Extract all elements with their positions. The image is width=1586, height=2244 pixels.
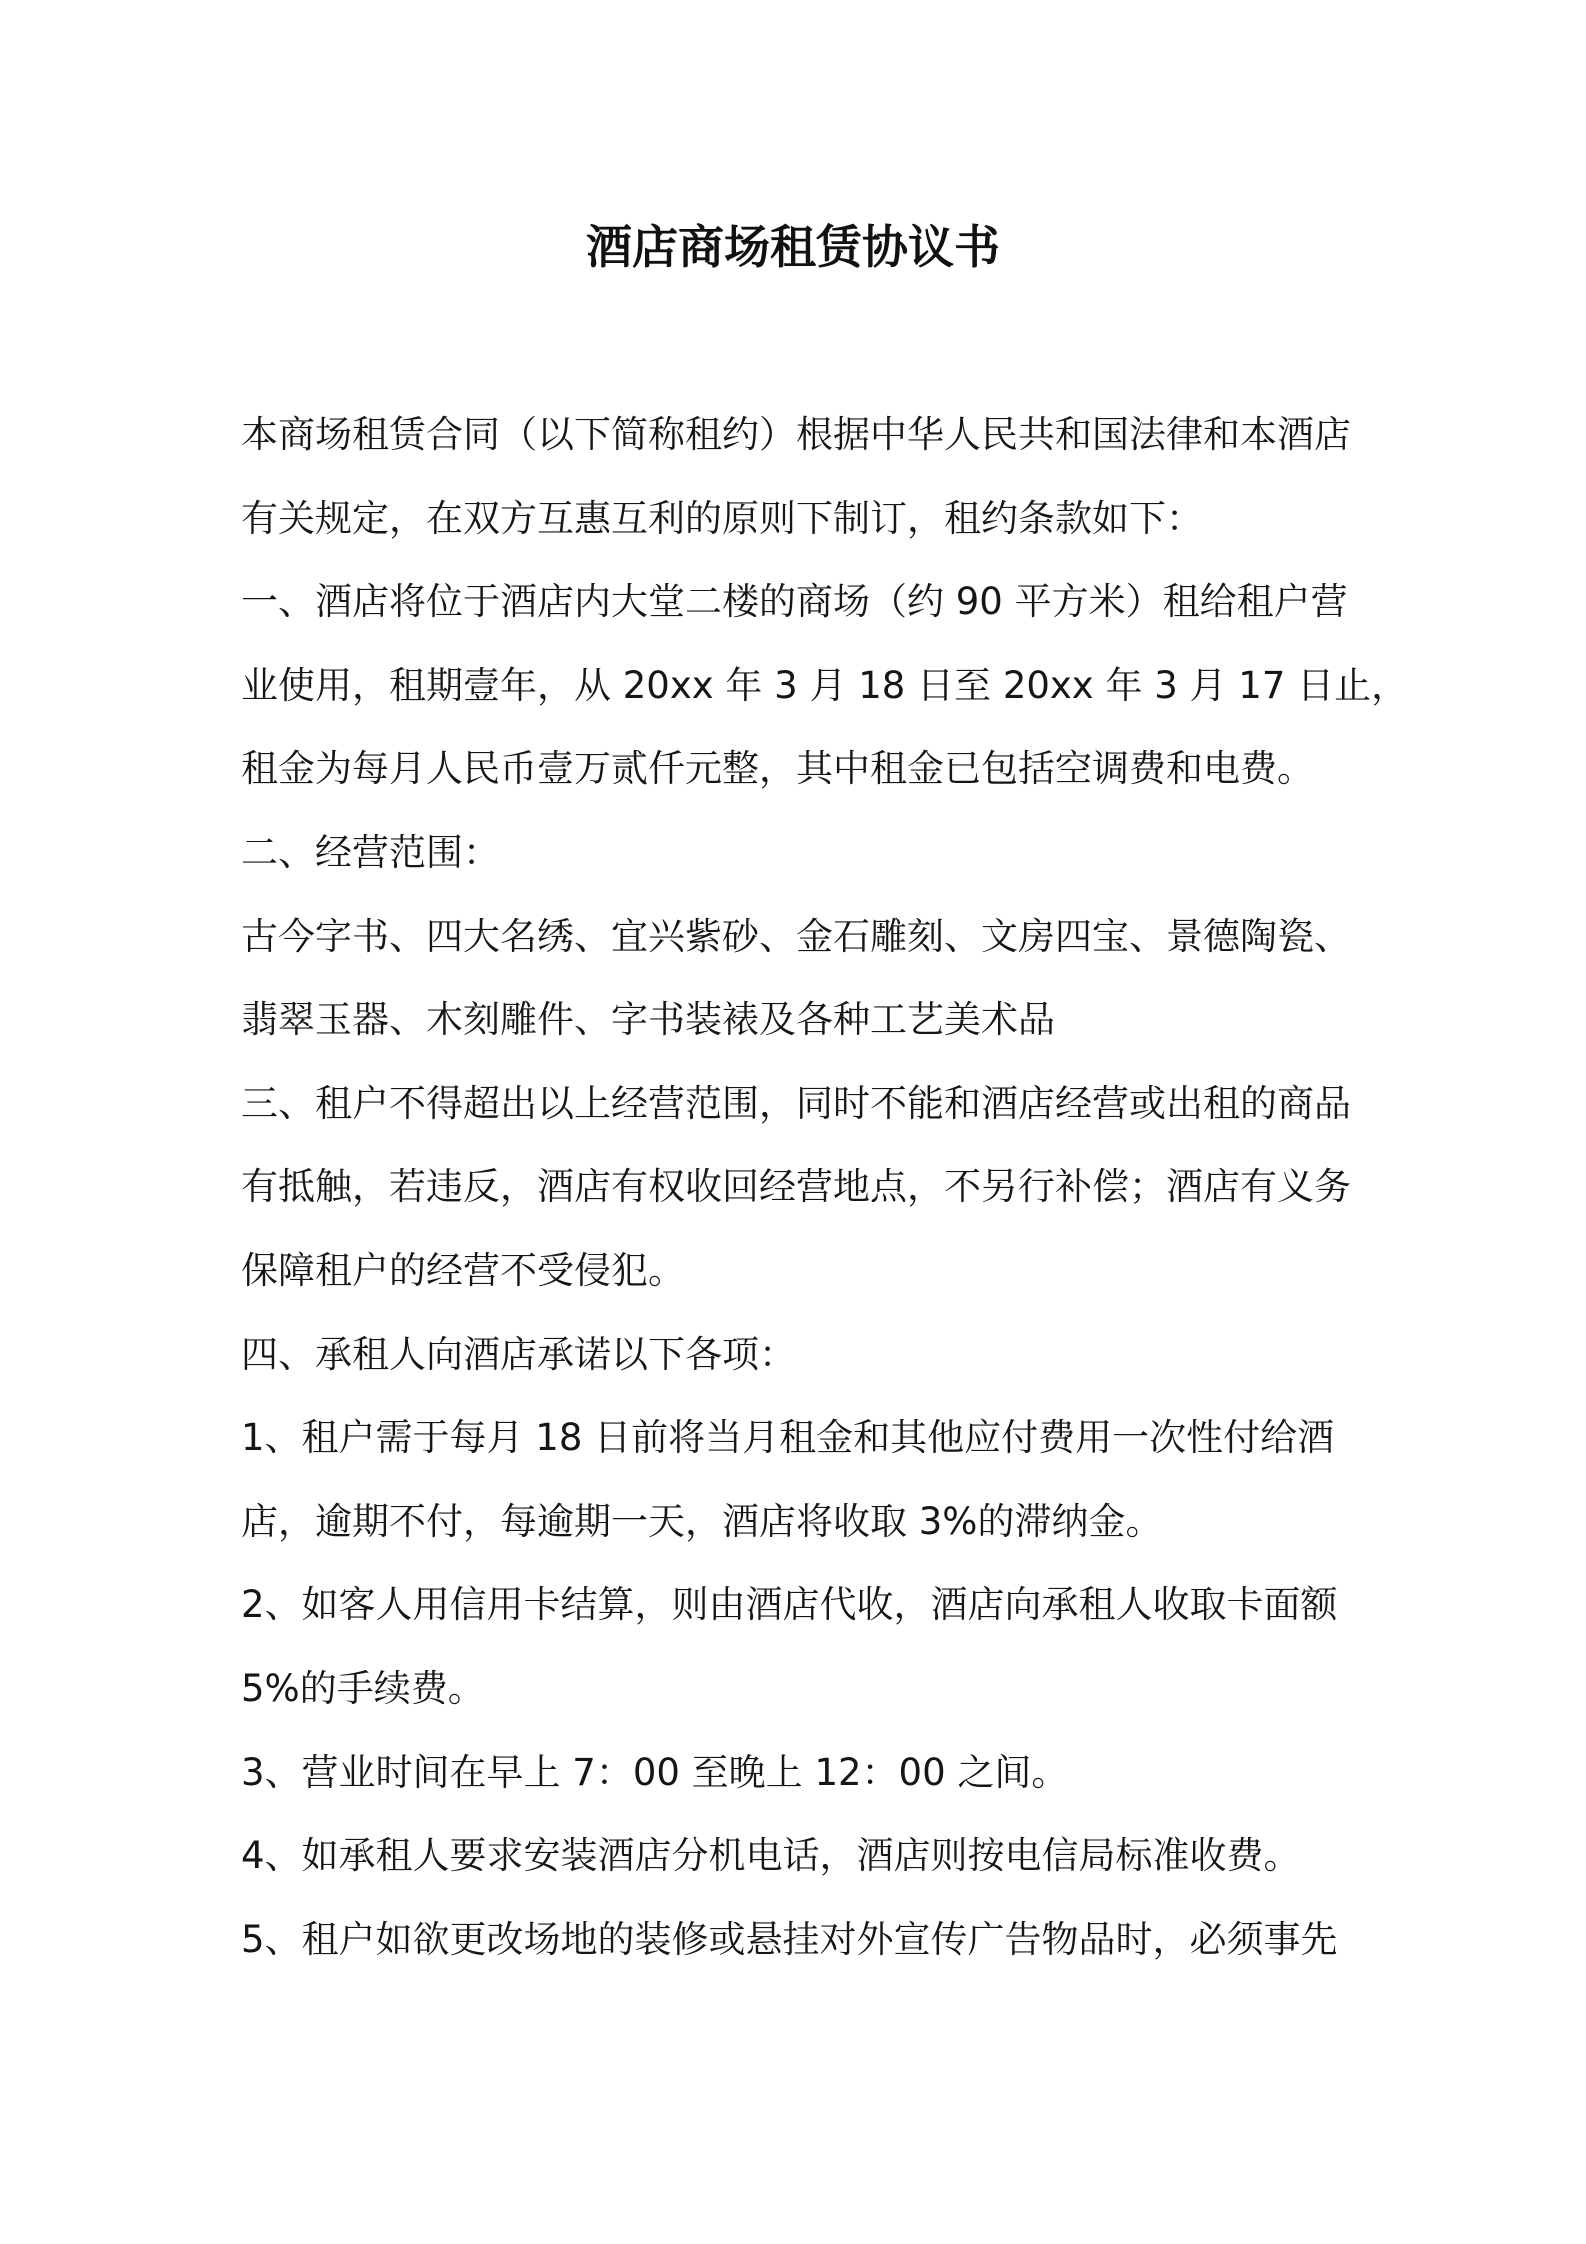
paragraph-line: 三、租户不得超出以上经营范围，同时不能和酒店经营或出租的商品 <box>241 1081 1351 1125</box>
business-scope-paragraph <box>241 895 1371 1062</box>
paragraph-line: 有关规定，在双方互惠互利的原则下制订，租约条款如下： <box>241 496 1203 540</box>
document-body <box>241 393 1409 1981</box>
paragraph-line: 业使用，租期壹年，从 20xx 年 3 月 18 日至 20xx 年 3 月 17 日止， <box>241 663 1409 707</box>
paragraph-line: 翡翠玉器、木刻雕件、字书装裱及各种工艺美术品 <box>241 998 1055 1042</box>
item-4-paragraph <box>241 1814 1371 1898</box>
paragraph-line: 一、酒店将位于酒店内大堂二楼的商场（约 90 平方米）租给租户营 <box>241 580 1348 624</box>
item-3-paragraph <box>241 1731 1371 1815</box>
document-title: 酒店商场租赁协议书 <box>586 220 1000 274</box>
item-2-paragraph <box>241 1563 1371 1730</box>
paragraph-line: 4、如承租人要求安装酒店分机电话，酒店则按电信局标准收费。 <box>241 1834 1301 1878</box>
clause-two-heading <box>241 811 1371 895</box>
item-5-paragraph <box>241 1898 1371 1982</box>
paragraph-line: 租金为每月人民币壹万贰仟元整，其中租金已包括空调费和电费。 <box>241 747 1314 791</box>
paragraph-line: 1、租户需于每月 18 日前将当月租金和其他应付费用一次性付给酒 <box>241 1416 1335 1460</box>
paragraph-line: 保障租户的经营不受侵犯。 <box>241 1248 685 1292</box>
paragraph-line: 3、营业时间在早上 7：00 至晚上 12：00 之间。 <box>241 1750 1069 1794</box>
paragraph-line: 本商场租赁合同（以下简称租约）根据中华人民共和国法律和本酒店 <box>241 413 1351 456</box>
paragraph-line: 古今字书、四大名绣、宜兴紫砂、金石雕刻、文房四宝、景德陶瓷、 <box>241 914 1351 958</box>
paragraph-line: 有抵触，若违反，酒店有权收回经营地点，不另行补偿；酒店有义务 <box>241 1165 1351 1209</box>
paragraph-line: 四、承租人向酒店承诺以下各项： <box>241 1332 796 1376</box>
intro-paragraph <box>241 393 1371 560</box>
item-1-paragraph <box>241 1396 1371 1563</box>
clause-three-paragraph <box>241 1062 1371 1313</box>
paragraph-line: 5、租户如欲更改场地的装修或悬挂对外宣传广告物品时，必须事先 <box>241 1917 1338 1961</box>
clause-four-heading <box>241 1313 1371 1397</box>
paragraph-line: 5%的手续费。 <box>241 1666 485 1710</box>
clause-one-paragraph <box>241 560 1409 811</box>
paragraph-line: 二、经营范围： <box>241 830 500 874</box>
paragraph-line: 2、如客人用信用卡结算，则由酒店代收，酒店向承租人收取卡面额 <box>241 1583 1338 1627</box>
paragraph-line: 店，逾期不付，每逾期一天，酒店将收取 3%的滞纳金。 <box>241 1499 1163 1543</box>
